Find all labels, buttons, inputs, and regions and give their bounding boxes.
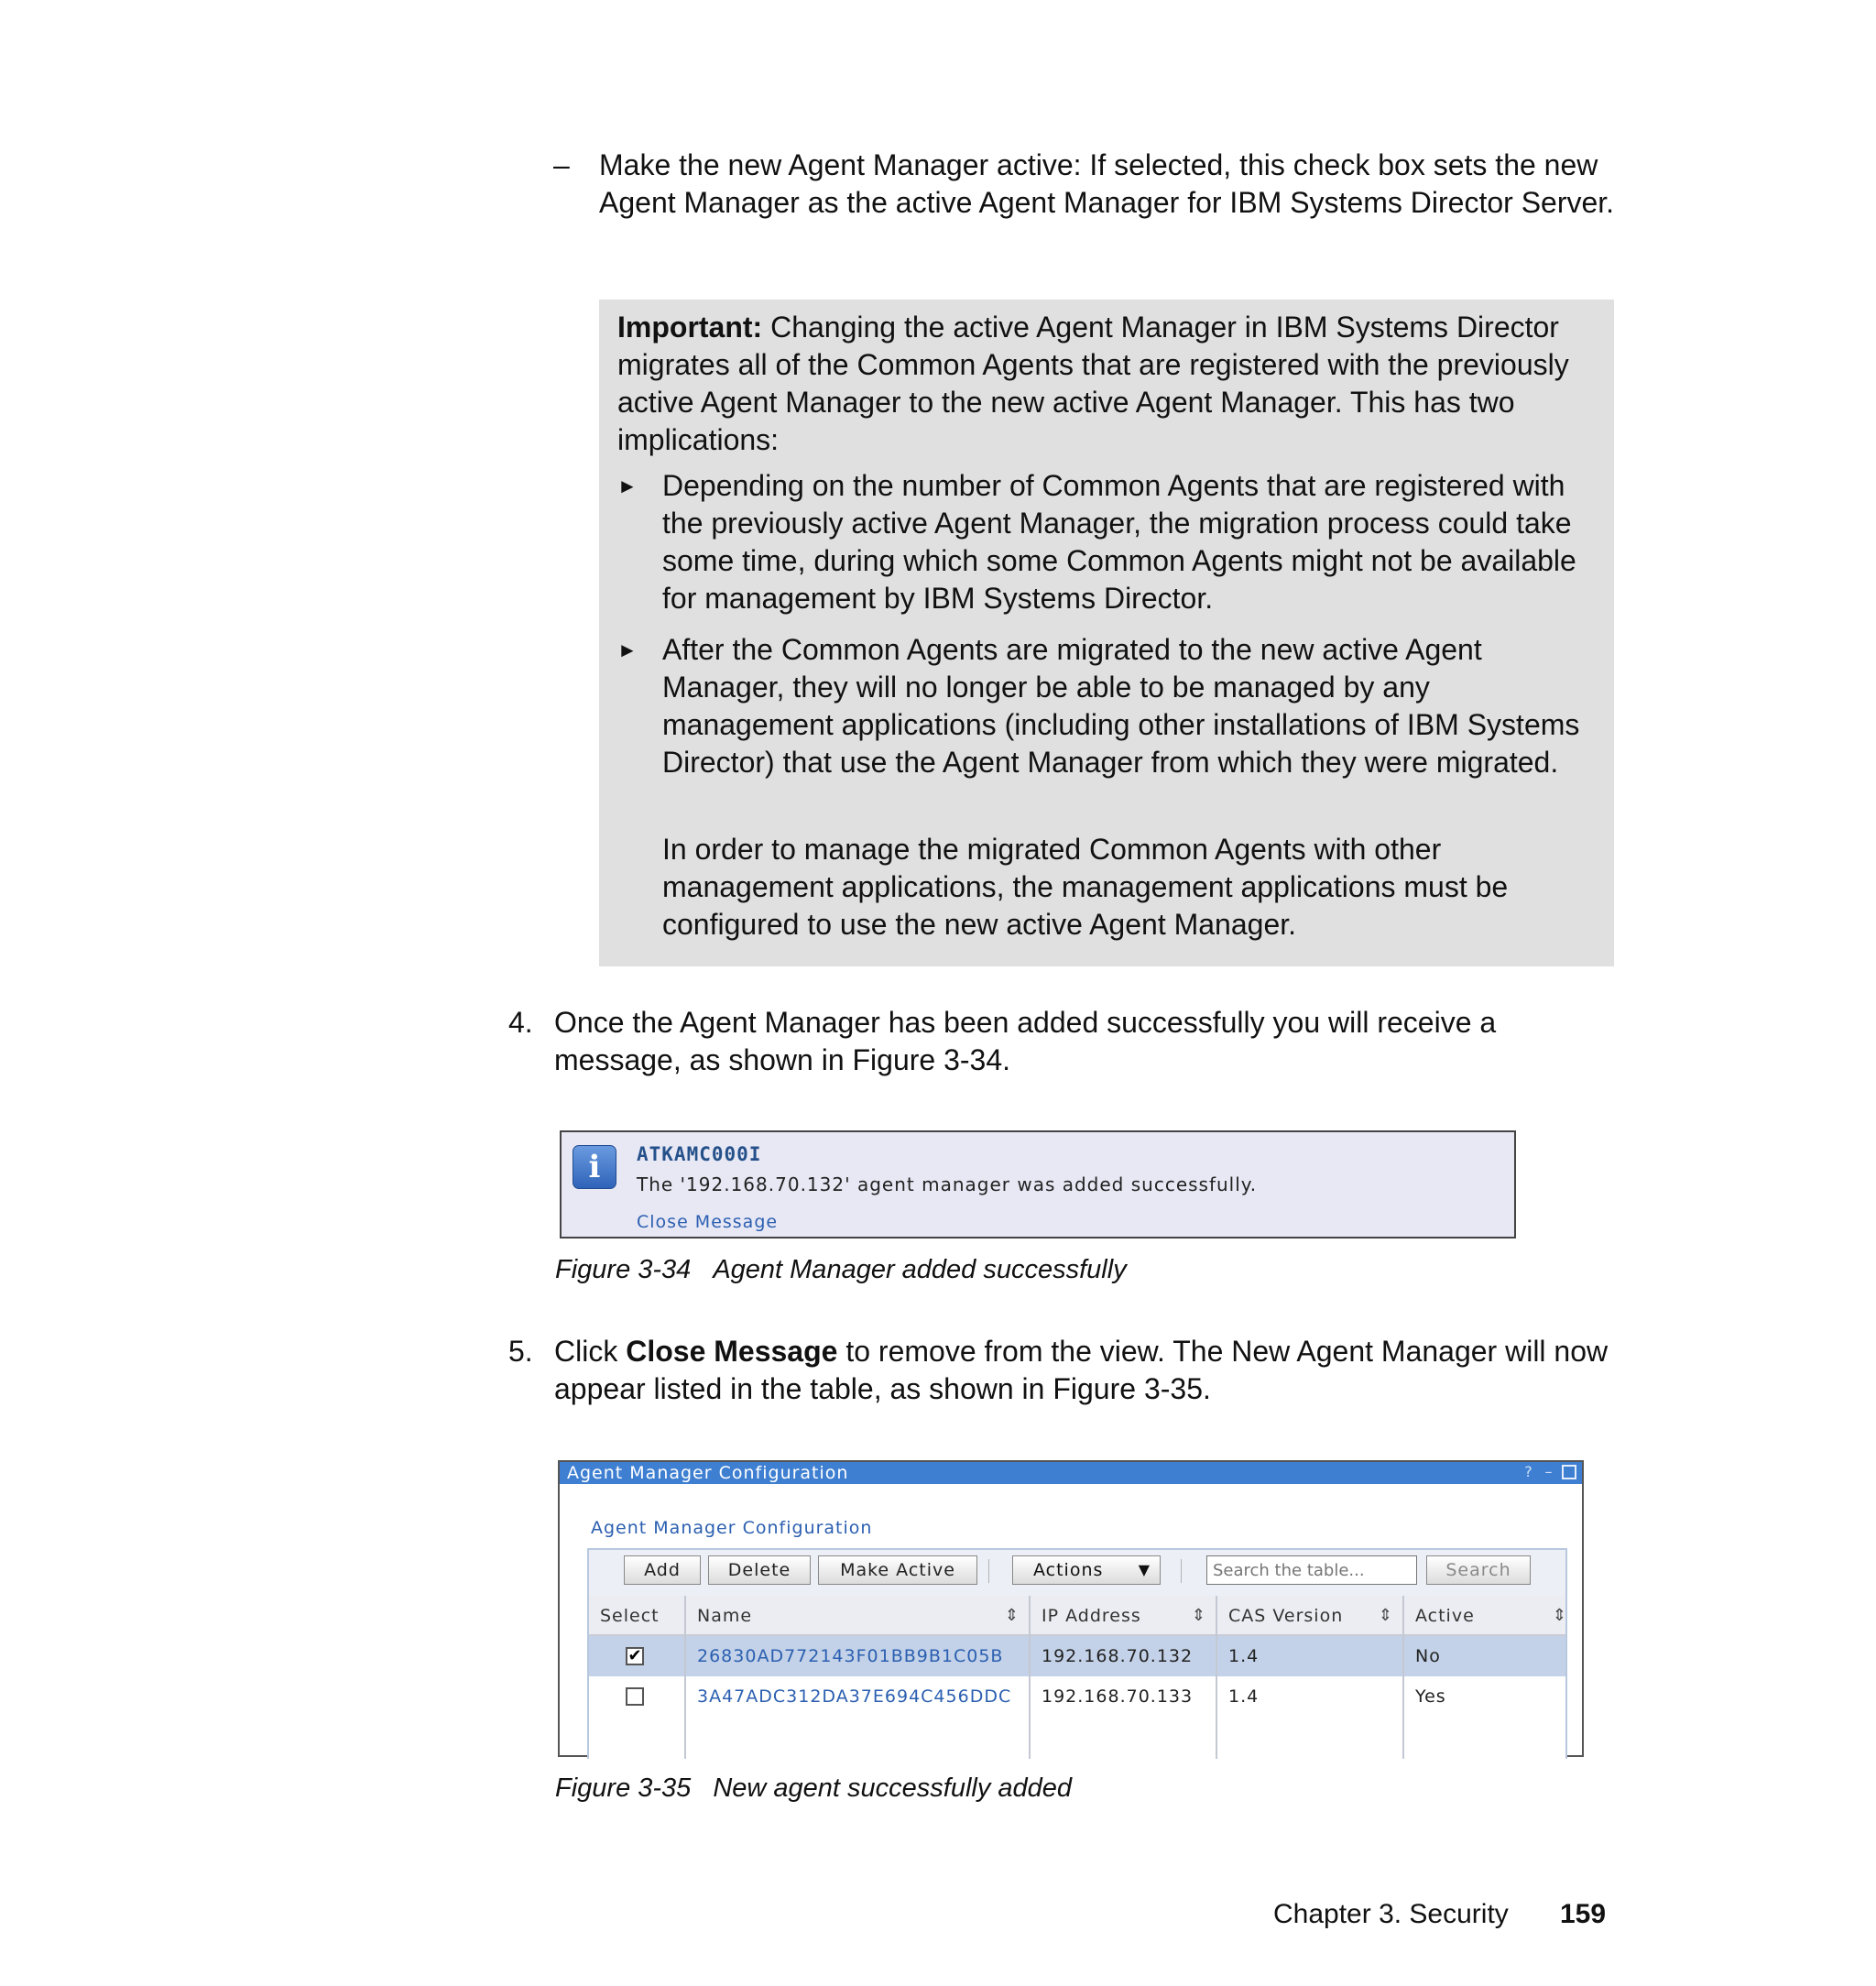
caption-text: New agent successfully added	[713, 1773, 1073, 1803]
column-header-cas[interactable]	[1217, 1596, 1402, 1634]
figure-3-34-caption	[555, 1253, 1127, 1286]
table-toolbar	[589, 1550, 1565, 1596]
column-divider	[684, 1596, 686, 1759]
close-message-link[interactable]: Close Message	[637, 1212, 779, 1232]
triangle-bullet-icon: ►	[617, 638, 638, 661]
caption-number: Figure 3-34	[555, 1255, 692, 1284]
important-followup: In order to manage the migrated Common Agents with other management applications, the management applications must be configured to use the new active Agent Manager.	[662, 833, 1509, 941]
agent-manager-portlet	[558, 1460, 1584, 1757]
sort-icon[interactable]: ⇕	[1552, 1606, 1567, 1625]
row-active: Yes	[1415, 1686, 1446, 1707]
figure-3-35-caption	[555, 1772, 1072, 1805]
actions-label: Actions	[1033, 1560, 1104, 1580]
column-divider	[1029, 1596, 1031, 1759]
step-5-text	[554, 1333, 1626, 1408]
row-name-link[interactable]: 26830AD772143F01BB9B1C05B	[697, 1646, 1004, 1666]
add-button[interactable]: Add	[624, 1555, 701, 1585]
important-paragraph	[617, 309, 1598, 459]
row-active: No	[1415, 1646, 1441, 1666]
portlet-title: Agent Manager Configuration	[567, 1463, 849, 1483]
success-message-box	[560, 1130, 1516, 1239]
caption-number: Figure 3-35	[555, 1773, 692, 1803]
maximize-icon[interactable]	[1562, 1465, 1576, 1479]
minimize-icon[interactable]: –	[1544, 1463, 1554, 1480]
message-text: The '192.168.70.132' agent manager was added successfully.	[637, 1173, 1258, 1195]
step-5-bold: Close Message	[626, 1335, 838, 1368]
search-input[interactable]	[1206, 1555, 1417, 1585]
message-id: ATKAMC000I	[637, 1143, 762, 1165]
toolbar-separator	[1181, 1559, 1182, 1583]
dash-bullet: –	[553, 148, 570, 181]
portlet-titlebar	[560, 1462, 1582, 1484]
row-checkbox[interactable]: ✔	[626, 1647, 644, 1665]
table-header	[589, 1596, 1565, 1636]
important-bullet-1: Depending on the number of Common Agents that are registered with the previously active Agent Manager, the migration process could take some time, during which some Common Agents might not be available for management by IBM Systems Director.	[662, 469, 1576, 615]
delete-button[interactable]: Delete	[708, 1555, 811, 1585]
column-active-label: Active	[1415, 1606, 1475, 1626]
caption-text: Agent Manager added successfully	[713, 1255, 1127, 1284]
column-name-label: Name	[697, 1606, 753, 1626]
make-active-button[interactable]: Make Active	[818, 1555, 977, 1585]
sort-icon[interactable]: ⇕	[1191, 1606, 1206, 1625]
page-number: 159	[1560, 1899, 1607, 1929]
table-row[interactable]	[589, 1636, 1565, 1676]
step-5-post: to remove from the view. The New Agent Manager will now appear listed in the table, as shown in Figure 3-35.	[554, 1335, 1609, 1405]
info-icon: i	[573, 1145, 616, 1189]
triangle-bullet-icon: ►	[617, 475, 638, 497]
column-header-active[interactable]	[1404, 1596, 1567, 1634]
column-ip-label: IP Address	[1042, 1606, 1141, 1626]
row-ip: 192.168.70.133	[1042, 1686, 1194, 1707]
step-4-text: Once the Agent Manager has been added successfully you will receive a message, as shown in Figure 3-34.	[554, 1006, 1497, 1076]
row-cas-version: 1.4	[1228, 1646, 1260, 1666]
sort-icon[interactable]: ⇕	[1004, 1606, 1020, 1625]
table-row[interactable]	[589, 1676, 1565, 1717]
chevron-down-icon: ▼	[1138, 1561, 1151, 1578]
make-active-description: Make the new Agent Manager active: If selected, this check box sets the new Agent Manager as the active Agent Manager for IBM Systems Director Server.	[599, 148, 1615, 219]
important-box	[599, 300, 1614, 966]
footer-chapter: Chapter 3. Security	[1273, 1899, 1509, 1929]
section-title: Agent Manager Configuration	[591, 1518, 873, 1538]
column-header-ip[interactable]	[1031, 1596, 1216, 1634]
toolbar-separator	[988, 1559, 989, 1583]
row-cas-version: 1.4	[1228, 1686, 1260, 1707]
step-5-pre: Click	[554, 1335, 627, 1368]
important-label: Important:	[617, 311, 763, 344]
search-button[interactable]: Search	[1426, 1555, 1531, 1585]
step-5-number: 5.	[508, 1335, 533, 1368]
column-divider	[1402, 1596, 1404, 1759]
column-header-name[interactable]	[686, 1596, 1029, 1634]
row-name-link[interactable]: 3A47ADC312DA37E694C456DDC	[697, 1686, 1012, 1707]
step-4-number: 4.	[508, 1006, 533, 1039]
help-icon[interactable]: ?	[1524, 1463, 1533, 1480]
important-text: Changing the active Agent Manager in IBM Systems Director migrates all of the Common Agents that are registered with the previously active Agent Manager to the new active Agent Manager. This has two implications:	[617, 311, 1569, 456]
column-header-select: Select	[600, 1606, 660, 1626]
agent-manager-table	[587, 1548, 1567, 1759]
sort-icon[interactable]: ⇕	[1378, 1606, 1393, 1625]
important-bullet-2: After the Common Agents are migrated to the new active Agent Manager, they will no longer be able to be managed by any management applications (including other installations of IBM Systems Director) that use the Agent Manager from which they were migrated.	[662, 633, 1580, 779]
column-cas-label: CAS Version	[1228, 1606, 1344, 1626]
column-divider	[1216, 1596, 1217, 1759]
row-ip: 192.168.70.132	[1042, 1646, 1194, 1666]
actions-dropdown[interactable]	[1012, 1555, 1161, 1585]
row-checkbox[interactable]	[626, 1687, 644, 1706]
